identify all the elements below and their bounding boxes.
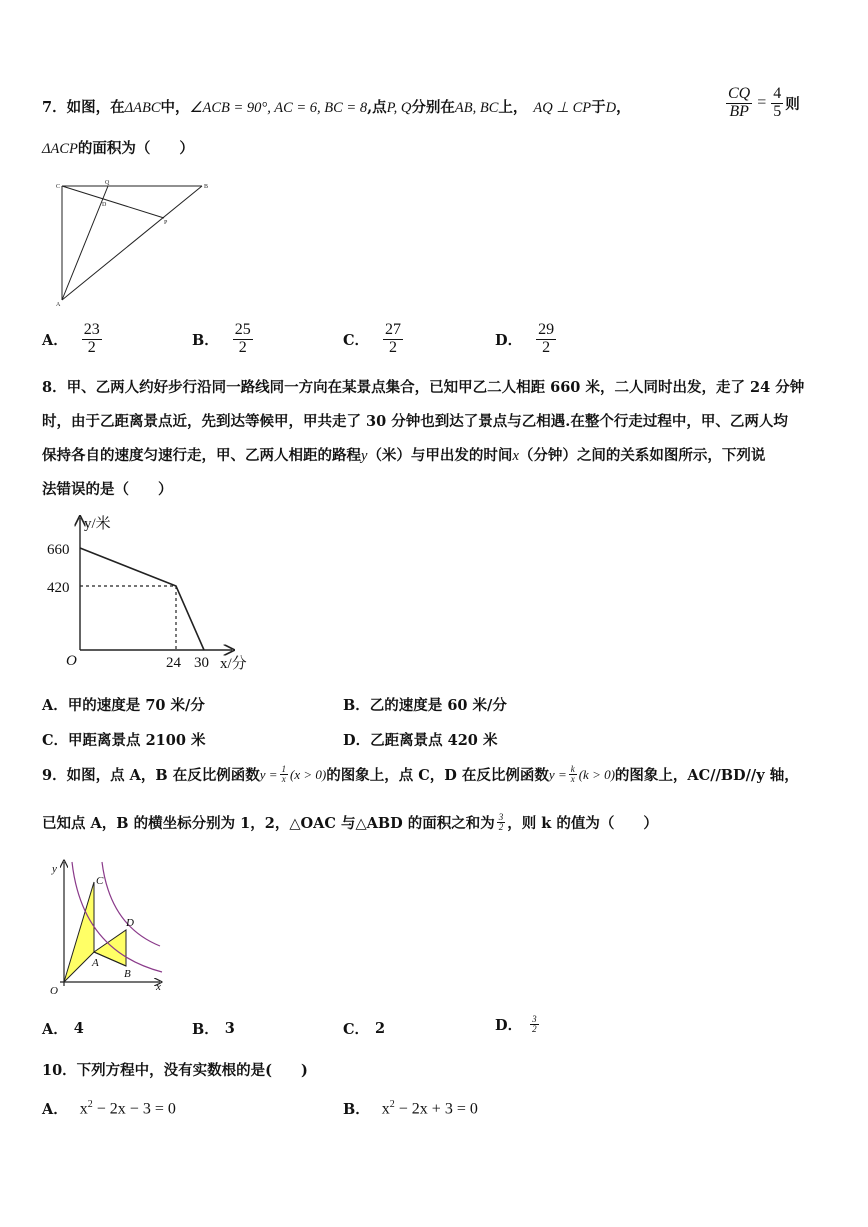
numerator: CQ bbox=[728, 85, 751, 102]
denominator: 2 bbox=[532, 1024, 537, 1034]
q8-text: （米）与甲出发的时间 bbox=[367, 447, 513, 464]
eq-rest: − 2x − 3 = 0 bbox=[92, 1100, 176, 1118]
option-fraction bbox=[383, 322, 403, 357]
option-label: A． bbox=[42, 1101, 68, 1118]
numerator: 25 bbox=[234, 321, 251, 338]
option-label: C． bbox=[42, 732, 69, 749]
option-label: A． bbox=[42, 331, 68, 349]
curve-k-over-x bbox=[102, 862, 160, 946]
denominator: 2 bbox=[87, 338, 96, 356]
fraction bbox=[726, 86, 752, 121]
q7-text: 的面积为（ ） bbox=[77, 140, 194, 157]
tick-30: 30 bbox=[194, 655, 209, 671]
denominator: 2 bbox=[389, 338, 398, 356]
numerator: 23 bbox=[83, 321, 100, 338]
q9-option-a[interactable] bbox=[42, 1018, 84, 1039]
numerator: 27 bbox=[385, 321, 402, 338]
q7-option-d[interactable] bbox=[495, 322, 558, 357]
denominator: 2 bbox=[542, 338, 551, 356]
option-text: 甲距离景点 2100 米 bbox=[68, 732, 206, 749]
triangle-abd bbox=[94, 930, 126, 966]
option-fraction bbox=[82, 322, 102, 357]
option-equation bbox=[382, 1099, 478, 1118]
q7-angle: ∠ACB = 90° bbox=[189, 100, 268, 116]
func1-fraction bbox=[280, 765, 289, 785]
eq-x: x bbox=[79, 1100, 88, 1118]
option-label: B． bbox=[192, 1021, 219, 1038]
denominator: x bbox=[570, 774, 575, 784]
q9-text: 9．如图，点 A，B 在反比例函数 bbox=[42, 767, 260, 784]
numerator: 1 bbox=[281, 763, 286, 774]
q7-text: 中， bbox=[160, 99, 190, 116]
q7-text: 则 bbox=[785, 95, 800, 113]
tick-660: 660 bbox=[47, 542, 70, 558]
label-x: x bbox=[156, 981, 161, 993]
fraction bbox=[771, 86, 783, 121]
denominator: x bbox=[281, 774, 286, 784]
q7-text: ,点 bbox=[367, 99, 387, 116]
segment-ab bbox=[62, 186, 202, 300]
numerator: k bbox=[570, 763, 575, 774]
q7-option-a[interactable] bbox=[42, 322, 104, 357]
numerator: 4 bbox=[773, 85, 782, 102]
label-y: y bbox=[52, 863, 57, 875]
x-axis-label: x/分 bbox=[220, 656, 247, 672]
denominator: BP bbox=[729, 102, 749, 120]
option-label: D． bbox=[343, 732, 371, 749]
q7-text: 分别在 bbox=[411, 99, 455, 116]
q7-ac: , AC = 6 bbox=[267, 100, 318, 116]
q10-option-a[interactable] bbox=[42, 1098, 176, 1119]
label-b: B bbox=[124, 968, 131, 980]
label-a: A bbox=[56, 302, 61, 308]
q8-text: （分钟）之间的关系如图所示，下列说 bbox=[518, 447, 766, 464]
q8-line3 bbox=[42, 444, 765, 465]
tick-24: 24 bbox=[166, 655, 181, 671]
label-d: D bbox=[126, 917, 134, 929]
func2-condition: (k > 0) bbox=[578, 766, 615, 782]
q9-option-d[interactable] bbox=[495, 1014, 541, 1035]
label-q: Q bbox=[105, 180, 110, 186]
q7-line1 bbox=[42, 96, 631, 117]
q9-line2 bbox=[42, 812, 658, 833]
option-label: D． bbox=[495, 1017, 523, 1034]
denominator: 2 bbox=[498, 822, 504, 832]
q8-option-a[interactable] bbox=[42, 694, 205, 715]
q7-d: D bbox=[605, 100, 617, 116]
label-a: A bbox=[92, 957, 99, 969]
eq-x: x bbox=[381, 1100, 390, 1118]
numerator: 29 bbox=[538, 321, 555, 338]
option-fraction bbox=[530, 1015, 539, 1035]
q10-option-b[interactable] bbox=[343, 1098, 478, 1119]
equals-sign: = bbox=[757, 94, 767, 112]
q7-figure bbox=[52, 178, 212, 310]
q7-text: 上， bbox=[498, 99, 528, 116]
label-p: P bbox=[164, 220, 168, 226]
denominator: 2 bbox=[238, 338, 247, 356]
q7-option-c[interactable] bbox=[343, 322, 405, 357]
eq-rest: − 2x + 3 = 0 bbox=[394, 1100, 478, 1118]
q7-sides: AB, BC bbox=[454, 100, 499, 116]
q8-text: 保持各自的速度匀速行走，甲、乙两人相距的路程 bbox=[42, 447, 361, 464]
eq-exponent: 2 bbox=[87, 1098, 93, 1110]
option-label: A． bbox=[42, 697, 68, 714]
label-d: D bbox=[102, 202, 107, 208]
q7-triangle: ΔABC bbox=[124, 100, 161, 116]
numerator: 3 bbox=[498, 811, 504, 822]
q9-option-c[interactable] bbox=[343, 1018, 385, 1039]
var-y: y bbox=[361, 448, 368, 464]
option-text: 乙的速度是 60 米/分 bbox=[369, 697, 507, 714]
q7-text: 于 bbox=[591, 99, 606, 116]
q7-bc: , BC = 8 bbox=[317, 100, 368, 116]
q7-option-b[interactable] bbox=[192, 322, 255, 357]
option-label: B． bbox=[192, 331, 219, 349]
label-b: B bbox=[204, 184, 209, 190]
q7-line2 bbox=[42, 137, 194, 158]
q8-option-b[interactable] bbox=[343, 694, 507, 715]
q8-line4: 法错误的是（ ） bbox=[42, 481, 173, 498]
q7-triangle: ΔACP bbox=[42, 141, 78, 157]
label-c: C bbox=[96, 875, 104, 887]
q9-figure bbox=[42, 856, 172, 1001]
q8-option-c[interactable] bbox=[42, 729, 206, 750]
q7-pq: P, Q bbox=[386, 100, 412, 116]
q7-perp: AQ ⊥ CP bbox=[533, 100, 592, 116]
tick-420: 420 bbox=[47, 580, 70, 596]
eq-exponent: 2 bbox=[389, 1098, 395, 1110]
denominator: 5 bbox=[773, 102, 782, 120]
option-label: C． bbox=[343, 1021, 370, 1038]
q8-line1: 8．甲、乙两人约好步行沿同一路线同一方向在某景点集合，已知甲乙二人相距 660 米，二人同时出发，走了 24 分钟 bbox=[42, 379, 805, 396]
option-label: A． bbox=[42, 1021, 68, 1038]
option-label: B． bbox=[343, 1101, 370, 1118]
option-label: C． bbox=[343, 331, 370, 349]
q7-text: ， bbox=[616, 99, 631, 116]
q8-option-d[interactable] bbox=[343, 729, 497, 750]
q8-graph bbox=[42, 512, 262, 677]
option-label: D． bbox=[495, 331, 523, 349]
option-text: 4 bbox=[73, 1020, 84, 1037]
sum-fraction bbox=[497, 813, 506, 833]
option-text: 3 bbox=[224, 1020, 235, 1037]
q9-option-b[interactable] bbox=[192, 1018, 235, 1039]
option-equation bbox=[80, 1099, 176, 1118]
numerator: 3 bbox=[532, 1013, 537, 1024]
q9-line1 bbox=[42, 764, 799, 785]
label-o: O bbox=[50, 985, 58, 997]
q10-line: 10．下列方程中，没有实数根的是( ) bbox=[42, 1062, 308, 1079]
option-text: 乙距离景点 420 米 bbox=[370, 732, 498, 749]
option-text: 甲的速度是 70 米/分 bbox=[67, 697, 205, 714]
func1-y: y = bbox=[259, 766, 278, 782]
origin-label: O bbox=[66, 653, 77, 669]
func2-y: y = bbox=[548, 766, 567, 782]
segment-cp bbox=[62, 186, 164, 218]
q8-line2: 时，由于乙距离景点近，先到达等候甲，甲共走了 30 分钟也到达了景点与乙相遇.在整个行走过程中，甲、乙两人均 bbox=[42, 413, 788, 430]
y-axis-label: y/米 bbox=[84, 516, 111, 532]
q9-text: 的图象上，AC//BD//y 轴， bbox=[614, 767, 799, 784]
option-fraction bbox=[536, 322, 556, 357]
option-text: 2 bbox=[375, 1020, 386, 1037]
label-c: C bbox=[56, 184, 61, 190]
var-x: x bbox=[512, 448, 519, 464]
q7-ratio bbox=[724, 86, 800, 121]
option-fraction bbox=[233, 322, 253, 357]
func1-condition: (x > 0) bbox=[290, 766, 327, 782]
func2-fraction bbox=[569, 765, 577, 785]
distance-line bbox=[80, 548, 204, 650]
option-label: B． bbox=[343, 697, 370, 714]
q7-text: 7．如图，在 bbox=[42, 99, 125, 116]
q9-text: ，则 k 的值为（ ） bbox=[507, 815, 658, 832]
q9-text: 的图象上，点 C，D 在反比例函数 bbox=[326, 767, 549, 784]
q9-text: 已知点 A，B 的横坐标分别为 1，2，△OAC 与△ABD 的面积之和为 bbox=[42, 815, 495, 832]
